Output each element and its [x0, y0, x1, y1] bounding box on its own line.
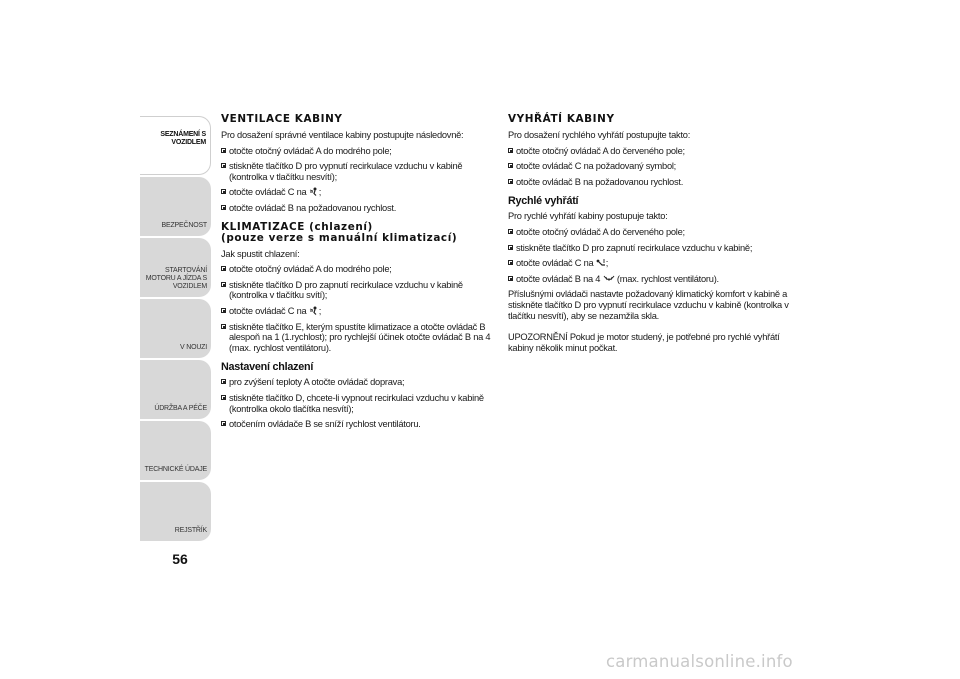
ventilace-intro: Pro dosažení správné ventilace kabiny postupujte následovně: — [221, 130, 464, 140]
tab-seznameni[interactable] — [140, 116, 211, 175]
list-item: otočte otočný ovládač A do červeného pole; — [508, 227, 790, 238]
checkbox-bullet-icon — [221, 148, 226, 153]
tab-rejstrik[interactable] — [140, 482, 211, 541]
checkbox-bullet-icon — [221, 163, 226, 168]
section-title-klimatizace — [221, 222, 493, 244]
tab-label: TECHNICKÉ ÚDAJE — [144, 466, 207, 473]
tab-label: BEZPEČNOST — [161, 222, 207, 229]
checkbox-bullet-icon — [508, 276, 513, 281]
tab-bezpecnost[interactable] — [140, 177, 211, 236]
tab-technicke-udaje[interactable] — [140, 421, 211, 480]
checkbox-bullet-icon — [508, 163, 513, 168]
page-number: 56 — [172, 551, 188, 567]
list-item: otočte ovládač C na ; — [221, 306, 493, 317]
checkbox-bullet-icon — [221, 379, 226, 384]
rychle-intro: Pro rychlé vyhřátí kabiny postupuje takto: — [508, 211, 668, 222]
checkbox-bullet-icon — [221, 189, 226, 194]
checkbox-bullet-icon — [508, 229, 513, 234]
checkbox-bullet-icon — [221, 282, 226, 287]
list-item: pro zvýšení teploty A otočte ovládač doprava; — [221, 377, 493, 388]
checkbox-bullet-icon — [508, 260, 513, 265]
list-item: stiskněte tlačítko D, chcete-li vypnout recirkulaci vzduchu v kabině (kontrolka okolo tlačítka nesvítí); — [221, 393, 493, 414]
title-line: KLIMATIZACE (chlazení) — [221, 220, 373, 233]
fan-icon — [603, 274, 615, 283]
list-item: otočte otočný ovládač A do modrého pole; — [221, 146, 493, 157]
list-item: otočte ovládač B na 4 (max. rychlost ventilátoru). — [508, 274, 790, 285]
right-column — [508, 114, 790, 358]
warning-note: UPOZORNĚNÍ Pokud je motor studený, je potřebné pro rychlé vyhřátí kabiny několik minut počkat. — [508, 332, 780, 353]
left-column — [221, 114, 493, 435]
klima-intro: Jak spustit chlazení: — [221, 248, 300, 259]
list-item: stiskněte tlačítko D pro zapnutí recirkulace vzduchu v kabině (kontrolka v tlačítku svítí); — [221, 280, 493, 301]
rychle-paragraph: Příslušnými ovládači nastavte požadovaný klimatický komfort v kabině a stiskněte tlačítko D pro vypnutí recirkulace vzduchu v kabině (kontrolka v tlačítku nesvítí), aby se nezamžila skla. — [508, 289, 789, 321]
checkbox-bullet-icon — [221, 308, 226, 313]
tab-startovani[interactable] — [140, 238, 211, 297]
title-line: (pouze verze s manuální klimatizací) — [221, 231, 458, 244]
checkbox-bullet-icon — [508, 245, 513, 250]
tab-udrzba[interactable] — [140, 360, 211, 419]
checkbox-bullet-icon — [221, 421, 226, 426]
checkbox-bullet-icon — [221, 324, 226, 329]
list-item: otočte ovládač C na ; — [508, 258, 790, 269]
checkbox-bullet-icon — [221, 395, 226, 400]
list-item: otočte otočný ovládač A do modrého pole; — [221, 264, 493, 275]
watermark: carmanualsonline.info — [606, 652, 793, 671]
checkbox-bullet-icon — [508, 148, 513, 153]
face-vent-icon — [309, 187, 319, 196]
list-item: otočte ovládač B na požadovanou rychlost. — [508, 177, 790, 188]
tab-label: ÚDRŽBA A PÉČE — [154, 405, 207, 412]
tab-v-nouzi[interactable] — [140, 299, 211, 358]
checkbox-bullet-icon — [221, 266, 226, 271]
tab-label: REJSTŘÍK — [174, 527, 207, 534]
list-item: otočením ovládače B se sníží rychlost ventilátoru. — [221, 419, 493, 430]
section-title-vyhrati: VYHŘÁTÍ KABINY — [508, 113, 615, 125]
list-item: stiskněte tlačítko D pro zapnutí recirkulace vzduchu v kabině; — [508, 243, 790, 254]
vyhrati-intro: Pro dosažení rychlého vyhřátí postupujte takto: — [508, 130, 691, 140]
tab-label: STARTOVÁNÍ MOTORU A JÍZDA S VOZIDLEM — [145, 267, 207, 290]
list-item: otočte ovládač B na požadovanou rychlost. — [221, 203, 493, 214]
checkbox-bullet-icon — [508, 179, 513, 184]
section-title-ventilace: VENTILACE KABINY — [221, 113, 343, 125]
checkbox-bullet-icon — [221, 205, 226, 210]
tab-label: V NOUZI — [180, 344, 207, 351]
list-item: stiskněte tlačítko E, kterým spustíte klimatizace a otočte ovládač B alespoň na 1 (1.rychlost); pro rychlejší účinek otočte ovládač B na 4 (max. rychlost ventilátoru). — [221, 322, 493, 354]
list-item: otočte ovládač C na požadovaný symbol; — [508, 161, 790, 172]
list-item: stiskněte tlačítko D pro vypnutí recirkulace vzduchu v kabině (kontrolka v tlačítku nesvítí); — [221, 161, 493, 182]
list-item: otočte otočný ovládač A do červeného pole; — [508, 146, 790, 157]
face-vent-icon — [309, 306, 319, 315]
subsection-title-nastaveni: Nastavení chlazení — [221, 361, 314, 374]
subsection-title-rychle: Rychlé vyhřátí — [508, 195, 579, 208]
tab-label: SEZNÁMENÍ S VOZIDLEM — [160, 131, 206, 146]
list-item: otočte ovládač C na ; — [221, 187, 493, 198]
feet-vent-icon — [596, 258, 606, 267]
